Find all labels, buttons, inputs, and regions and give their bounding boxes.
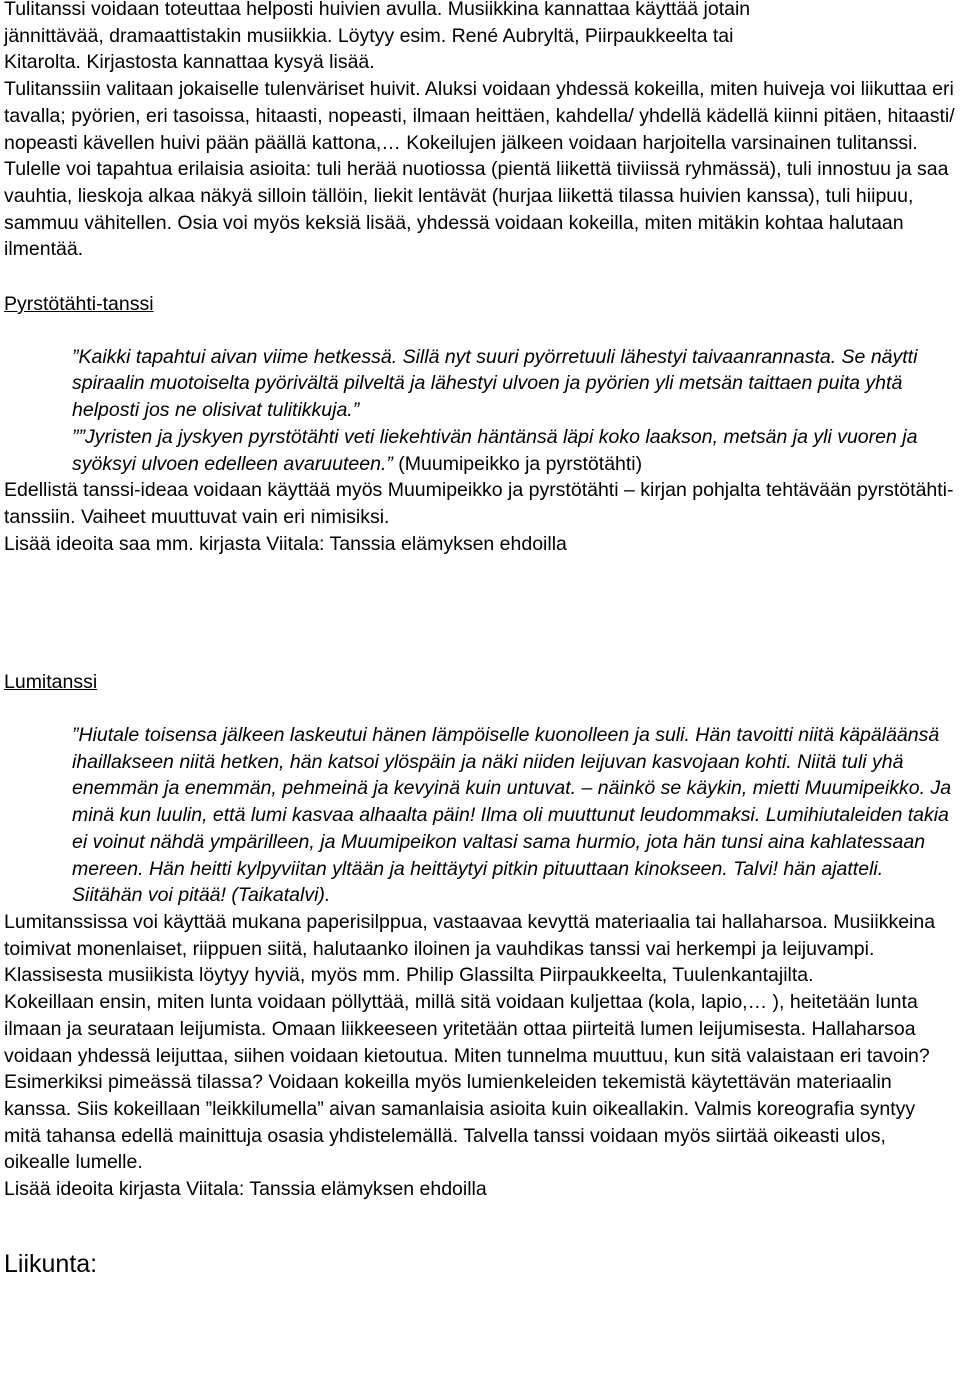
pyrstotahti-more-ideas: Lisää ideoita saa mm. kirjasta Viitala: Tanssia elämyksen ehdoilla xyxy=(4,532,567,555)
pyrstotahti-quote-2 xyxy=(4,424,957,477)
pyrstotahti-quote-2-text: ””Jyristen ja jyskyen pyrstötähti veti liekehtivän häntänsä läpi koko laakson, metsän ja yli vuoren ja syöksyi ulvoen edelleen avaruuteen.” xyxy=(72,425,918,475)
spacer xyxy=(4,263,957,291)
intro-paragraph: Tulitanssiin valitaan jokaiselle tulenväriset huivit. Aluksi voidaan yhdessä kokeilla, miten huiveja voi liikuttaa eri tavalla; pyörien, eri tasoissa, hitaasti, nopeasti, ilmaan heittäen, kahdella/ yhdellä kädellä kiinni pitäen, hitaasti/ nopeasti kävellen huivi pään päällä kattona,… Kokeilujen jälkeen voidaan harjoitella varsinainen tulitanssi. Tulelle voi tapahtua erilaisia asioita: tuli herää nuotiossa (pientä liikettä tiiviissä ryhmässä), tuli innostuu ja saa vauhtia, lieskoja alkaa näkyä silloin tällöin, liekit lentävät (hurjaa liikettä tilassa huivien kanssa), tuli hiipuu, sammuu vähitellen. Osia voi myös keksiä lisää, yhdessä voidaan kokeilla, miten mitäkin kohtaa halutaan ilmentää. xyxy=(4,78,955,261)
pyrstotahti-heading: Pyrstötähti-tanssi xyxy=(4,293,154,316)
lumitanssi-heading: Lumitanssi xyxy=(4,671,98,694)
lumitanssi-body-1: Lumitanssissa voi käyttää mukana paperisilppua, vastaavaa kevyttä materiaalia tai hallaharsoa. Musiikkeina toimivat monenlaiset, riippuen siitä, halutaanko iloinen ja vauhdikas tanssi vai herkempi ja leijuvampi. Klassisesta musiikista löytyy hyviä, myös mm. Philip Glassilta Piirpaukkeelta, Tuulenkantajilta. xyxy=(4,910,936,987)
spacer xyxy=(4,1203,957,1249)
document-page xyxy=(4,0,957,1279)
spacer xyxy=(4,696,957,722)
pyrstotahti-source: (Muumipeikko ja pyrstötähti) xyxy=(392,452,643,475)
liikunta-heading: Liikunta: xyxy=(4,1249,98,1278)
intro-line-1: Tulitanssi voidaan toteuttaa helposti huivien avulla. Musiikkina kannattaa käyttää jotain xyxy=(4,0,751,20)
intro-line-3: Kitarolta. Kirjastosta kannattaa kysyä lisää. xyxy=(4,51,375,74)
lumitanssi-body-2: Kokeillaan ensin, miten lunta voidaan pöllyttää, millä sitä voidaan kuljettaa (kola, lapio,… ), heitetään lunta ilmaan ja seurataan leijumista. Omaan liikkeeseen yritetään ottaa piirteitä lumen leijumisesta. Hallaharsoa voidaan yhdessä leijuttaa, siihen voidaan kietoutua. Miten tunnelma muuttuu, kun sitä valaistaan eri tavoin? Esimerkiksi pimeässä tilassa? Voidaan kokeilla myös lumienkeleiden tekemistä käytettävän materiaalin kanssa. Siis kokeillaan ”leikkilumella” aivan samanlaisia asioita kuin oikeallakin. Valmis koreografia syntyy mitä tahansa edellä mainittuja osasia yhdistelemällä. Talvella tanssi voidaan myös siirtää oikeasti ulos, oikealle lumelle. xyxy=(4,991,930,1174)
lumitanssi-quote: ”Hiutale toisensa jälkeen laskeutui hänen lämpöiselle kuonolleen ja suli. Hän tavoitti niitä käpäläänsä ihaillakseen niitä hetken, hän katsoi ylöspäin ja näki niiden leijuvan kasvojaan kohti. Niitä tuli yhä enemmän ja enemmän, pehmeinä ja kevyinä kuin untuvat. – näinkö se käykin, mietti Muumipeikko. Ja minä kun luulin, että lumi kasvaa alhaalta päin! Ilma oli muuttunut leudommaksi. Lumihiutaleiden takia ei voinut nähdä ympärilleen, ja Muumipeikon valtasi sama hurmio, jota hän tunsi aina kahlatessaan mereen. Hän heitti kylpyviitan yltään ja heittäytyi pitkin pituuttaan kinokseen. Talvi! hän ajatteli. Siitähän voi pitää! (Taikatalvi). xyxy=(72,724,952,907)
pyrstotahti-quote-1: ”Kaikki tapahtui aivan viime hetkessä. Sillä nyt suuri pyörretuuli lähestyi taivaanrannasta. Se näytti spiraalin muotoiselta pyörivältä pilveltä ja lähestyi ulvoen ja pyörien yli metsän taittaen puita yhtä helposti jos ne olisivat tulitikkuja.” xyxy=(72,345,918,422)
intro-line-2: jännittävää, dramaattistakin musiikkia. Löytyy esim. René Aubryltä, Piirpaukkeelta tai xyxy=(4,24,734,47)
pyrstotahti-body: Edellistä tanssi-ideaa voidaan käyttää myös Muumipeikko ja pyrstötähti – kirjan pohjalta tehtävään pyrstötähti-tanssiin. Vaiheet muuttuvat vain eri nimisiksi. xyxy=(4,479,954,528)
spacer xyxy=(4,318,957,344)
spacer xyxy=(4,557,957,669)
lumitanssi-more-ideas: Lisää ideoita kirjasta Viitala: Tanssia elämyksen ehdoilla xyxy=(4,1178,487,1201)
